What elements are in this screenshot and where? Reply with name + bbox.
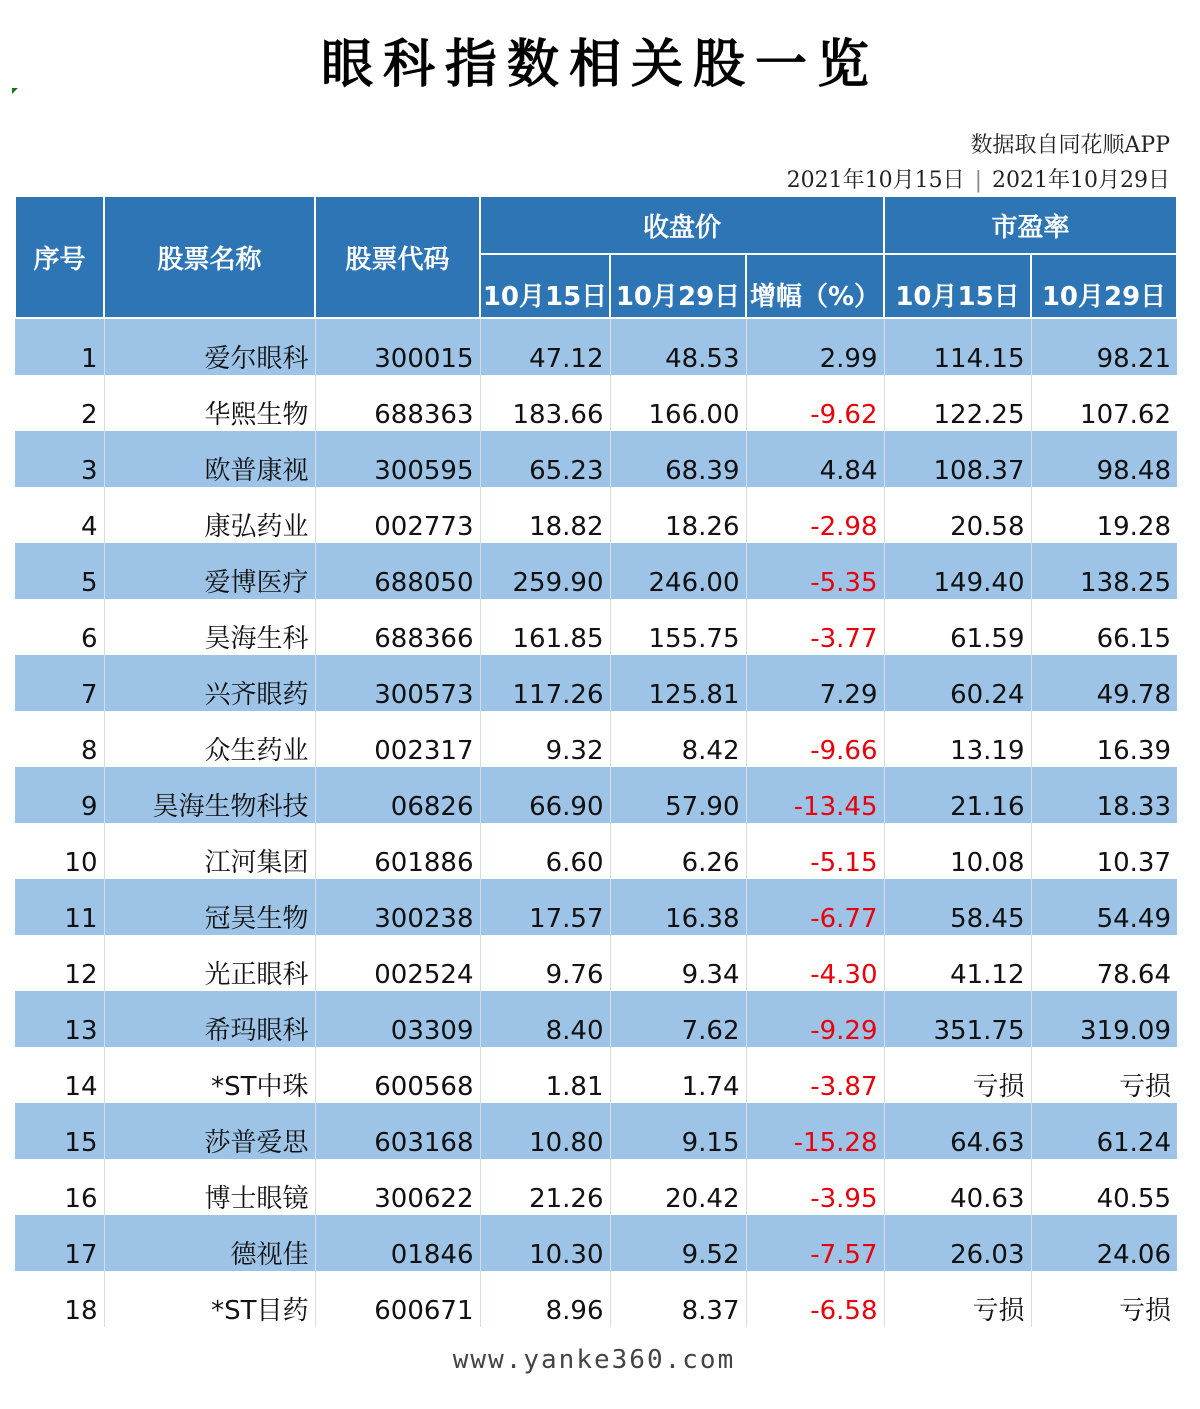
- cell-seq: 13: [15, 991, 104, 1047]
- cell-code: 300595: [315, 431, 480, 487]
- page-title: 眼科指数相关股一览: [320, 34, 879, 95]
- cell-close-d2: 57.90: [610, 767, 746, 823]
- cell-pe-d1: 10.08: [884, 823, 1031, 879]
- cell-seq: 6: [15, 599, 104, 655]
- cell-code: 002773: [315, 487, 480, 543]
- cell-close-d2: 8.42: [610, 711, 746, 767]
- cell-pe-d1: 21.16: [884, 767, 1031, 823]
- cell-seq: 4: [15, 487, 104, 543]
- cell-change: -4.30: [746, 935, 884, 991]
- cell-code: 01846: [315, 1215, 480, 1271]
- table-row: [15, 935, 1177, 991]
- table-row: [15, 767, 1177, 823]
- table-row: [15, 1271, 1177, 1327]
- stock-table: [14, 195, 1178, 1327]
- data-source-note: 数据取自同花顺APP: [970, 133, 1170, 158]
- table-row: [15, 543, 1177, 599]
- cell-close-d2: 20.42: [610, 1159, 746, 1215]
- table-row: [15, 655, 1177, 711]
- cell-pe-d2: 98.21: [1031, 318, 1177, 375]
- cell-pe-d2: 138.25: [1031, 543, 1177, 599]
- cell-close-d2: 246.00: [610, 543, 746, 599]
- cell-corner-marker: [12, 88, 18, 94]
- cell-change: -5.35: [746, 543, 884, 599]
- cell-close-d2: 8.37: [610, 1271, 746, 1327]
- cell-close-d2: 1.74: [610, 1047, 746, 1103]
- cell-pe-d2: 亏损: [1031, 1271, 1177, 1327]
- cell-pe-d2: 40.55: [1031, 1159, 1177, 1215]
- cell-code: 688363: [315, 375, 480, 431]
- cell-code: 002524: [315, 935, 480, 991]
- cell-pe-d1: 13.19: [884, 711, 1031, 767]
- cell-code: 688050: [315, 543, 480, 599]
- cell-change: -3.87: [746, 1047, 884, 1103]
- cell-close-d1: 1.81: [480, 1047, 610, 1103]
- cell-code: 03309: [315, 991, 480, 1047]
- cell-seq: 1: [15, 318, 104, 375]
- table-row: [15, 599, 1177, 655]
- cell-close-d1: 9.32: [480, 711, 610, 767]
- header-close-d2: 10月29日: [610, 254, 746, 318]
- cell-seq: 2: [15, 375, 104, 431]
- table-row: [15, 1159, 1177, 1215]
- header-row-main: [15, 196, 1177, 254]
- cell-close-d2: 9.52: [610, 1215, 746, 1271]
- cell-code: 600671: [315, 1271, 480, 1327]
- cell-name: 华熙生物: [104, 375, 315, 431]
- cell-change: -9.62: [746, 375, 884, 431]
- cell-pe-d2: 319.09: [1031, 991, 1177, 1047]
- cell-seq: 7: [15, 655, 104, 711]
- cell-close-d2: 18.26: [610, 487, 746, 543]
- cell-code: 300573: [315, 655, 480, 711]
- cell-change: -3.95: [746, 1159, 884, 1215]
- cell-pe-d2: 78.64: [1031, 935, 1177, 991]
- cell-close-d2: 166.00: [610, 375, 746, 431]
- cell-seq: 16: [15, 1159, 104, 1215]
- table-row: [15, 431, 1177, 487]
- cell-pe-d2: 18.33: [1031, 767, 1177, 823]
- table-row: [15, 1103, 1177, 1159]
- cell-seq: 9: [15, 767, 104, 823]
- cell-pe-d2: 98.48: [1031, 431, 1177, 487]
- cell-seq: 5: [15, 543, 104, 599]
- cell-pe-d2: 107.62: [1031, 375, 1177, 431]
- header-pe-d2: 10月29日: [1031, 254, 1177, 318]
- cell-pe-d1: 351.75: [884, 991, 1031, 1047]
- cell-pe-d1: 亏损: [884, 1271, 1031, 1327]
- cell-close-d2: 68.39: [610, 431, 746, 487]
- cell-pe-d2: 19.28: [1031, 487, 1177, 543]
- cell-pe-d2: 16.39: [1031, 711, 1177, 767]
- cell-close-d2: 9.15: [610, 1103, 746, 1159]
- cell-close-d2: 6.26: [610, 823, 746, 879]
- cell-close-d1: 66.90: [480, 767, 610, 823]
- cell-pe-d2: 54.49: [1031, 879, 1177, 935]
- cell-name: 众生药业: [104, 711, 315, 767]
- cell-pe-d1: 41.12: [884, 935, 1031, 991]
- cell-name: 欧普康视: [104, 431, 315, 487]
- cell-name: 康弘药业: [104, 487, 315, 543]
- cell-seq: 12: [15, 935, 104, 991]
- cell-pe-d1: 122.25: [884, 375, 1031, 431]
- cell-seq: 10: [15, 823, 104, 879]
- cell-close-d2: 125.81: [610, 655, 746, 711]
- table-row: [15, 991, 1177, 1047]
- cell-close-d1: 183.66: [480, 375, 610, 431]
- cell-code: 601886: [315, 823, 480, 879]
- cell-close-d2: 9.34: [610, 935, 746, 991]
- cell-code: 002317: [315, 711, 480, 767]
- cell-name: 德视佳: [104, 1215, 315, 1271]
- cell-name: 兴齐眼药: [104, 655, 315, 711]
- cell-change: 4.84: [746, 431, 884, 487]
- cell-name: 希玛眼科: [104, 991, 315, 1047]
- cell-pe-d1: 40.63: [884, 1159, 1031, 1215]
- date-separator: |: [974, 168, 983, 193]
- date-range: [787, 163, 1170, 194]
- table-row: [15, 487, 1177, 543]
- cell-close-d1: 18.82: [480, 487, 610, 543]
- header-pe-d1: 10月15日: [884, 254, 1031, 318]
- cell-name: 光正眼科: [104, 935, 315, 991]
- cell-change: -3.77: [746, 599, 884, 655]
- cell-name: *ST目药: [104, 1271, 315, 1327]
- cell-name: 昊海生物科技: [104, 767, 315, 823]
- cell-close-d1: 10.30: [480, 1215, 610, 1271]
- header-seq: 序号: [15, 196, 104, 318]
- table-row: [15, 1047, 1177, 1103]
- cell-pe-d2: 亏损: [1031, 1047, 1177, 1103]
- cell-seq: 18: [15, 1271, 104, 1327]
- cell-close-d2: 155.75: [610, 599, 746, 655]
- table-row: [15, 318, 1177, 375]
- cell-pe-d1: 108.37: [884, 431, 1031, 487]
- cell-name: 爱尔眼科: [104, 318, 315, 375]
- cell-name: 江河集团: [104, 823, 315, 879]
- cell-pe-d1: 64.63: [884, 1103, 1031, 1159]
- cell-close-d1: 47.12: [480, 318, 610, 375]
- cell-close-d1: 6.60: [480, 823, 610, 879]
- cell-seq: 8: [15, 711, 104, 767]
- cell-change: -9.66: [746, 711, 884, 767]
- header-change: 增幅（%）: [746, 254, 884, 318]
- cell-name: 博士眼镜: [104, 1159, 315, 1215]
- cell-pe-d2: 24.06: [1031, 1215, 1177, 1271]
- cell-code: 603168: [315, 1103, 480, 1159]
- table-row: [15, 823, 1177, 879]
- cell-close-d1: 17.57: [480, 879, 610, 935]
- cell-close-d2: 48.53: [610, 318, 746, 375]
- cell-close-d1: 161.85: [480, 599, 610, 655]
- cell-close-d2: 7.62: [610, 991, 746, 1047]
- cell-pe-d1: 149.40: [884, 543, 1031, 599]
- header-pe-group: 市盈率: [884, 196, 1177, 254]
- header-code: 股票代码: [315, 196, 480, 318]
- cell-name: 昊海生科: [104, 599, 315, 655]
- cell-change: -2.98: [746, 487, 884, 543]
- cell-change: -6.58: [746, 1271, 884, 1327]
- cell-change: -6.77: [746, 879, 884, 935]
- table-row: [15, 375, 1177, 431]
- cell-pe-d1: 58.45: [884, 879, 1031, 935]
- cell-close-d2: 16.38: [610, 879, 746, 935]
- cell-change: -5.15: [746, 823, 884, 879]
- cell-name: 冠昊生物: [104, 879, 315, 935]
- cell-change: 2.99: [746, 318, 884, 375]
- footer-url: www.yanke360.com: [452, 1345, 736, 1375]
- cell-change: -13.45: [746, 767, 884, 823]
- cell-close-d1: 8.96: [480, 1271, 610, 1327]
- cell-close-d1: 10.80: [480, 1103, 610, 1159]
- cell-seq: 15: [15, 1103, 104, 1159]
- cell-change: 7.29: [746, 655, 884, 711]
- cell-code: 688366: [315, 599, 480, 655]
- cell-code: 300238: [315, 879, 480, 935]
- cell-close-d1: 9.76: [480, 935, 610, 991]
- cell-close-d1: 117.26: [480, 655, 610, 711]
- cell-change: -7.57: [746, 1215, 884, 1271]
- cell-close-d1: 21.26: [480, 1159, 610, 1215]
- cell-pe-d1: 61.59: [884, 599, 1031, 655]
- cell-pe-d1: 亏损: [884, 1047, 1031, 1103]
- header-close-d1: 10月15日: [480, 254, 610, 318]
- table-row: [15, 1215, 1177, 1271]
- cell-name: 莎普爱思: [104, 1103, 315, 1159]
- cell-pe-d2: 61.24: [1031, 1103, 1177, 1159]
- cell-seq: 17: [15, 1215, 104, 1271]
- cell-pe-d1: 114.15: [884, 318, 1031, 375]
- cell-pe-d1: 26.03: [884, 1215, 1031, 1271]
- header-close-group: 收盘价: [480, 196, 884, 254]
- cell-pe-d2: 66.15: [1031, 599, 1177, 655]
- date-start: 2021年10月15日: [786, 168, 965, 193]
- cell-code: 300622: [315, 1159, 480, 1215]
- header-name: 股票名称: [104, 196, 315, 318]
- table-row: [15, 711, 1177, 767]
- table-row: [15, 879, 1177, 935]
- cell-seq: 11: [15, 879, 104, 935]
- cell-close-d1: 65.23: [480, 431, 610, 487]
- cell-seq: 3: [15, 431, 104, 487]
- cell-code: 300015: [315, 318, 480, 375]
- cell-change: -9.29: [746, 991, 884, 1047]
- cell-pe-d1: 60.24: [884, 655, 1031, 711]
- cell-close-d1: 259.90: [480, 543, 610, 599]
- cell-name: 爱博医疗: [104, 543, 315, 599]
- cell-code: 600568: [315, 1047, 480, 1103]
- cell-seq: 14: [15, 1047, 104, 1103]
- cell-name: *ST中珠: [104, 1047, 315, 1103]
- table-body: [15, 318, 1177, 1327]
- cell-pe-d1: 20.58: [884, 487, 1031, 543]
- cell-code: 06826: [315, 767, 480, 823]
- date-end: 2021年10月29日: [992, 168, 1170, 193]
- cell-close-d1: 8.40: [480, 991, 610, 1047]
- cell-pe-d2: 49.78: [1031, 655, 1177, 711]
- cell-pe-d2: 10.37: [1031, 823, 1177, 879]
- cell-change: -15.28: [746, 1103, 884, 1159]
